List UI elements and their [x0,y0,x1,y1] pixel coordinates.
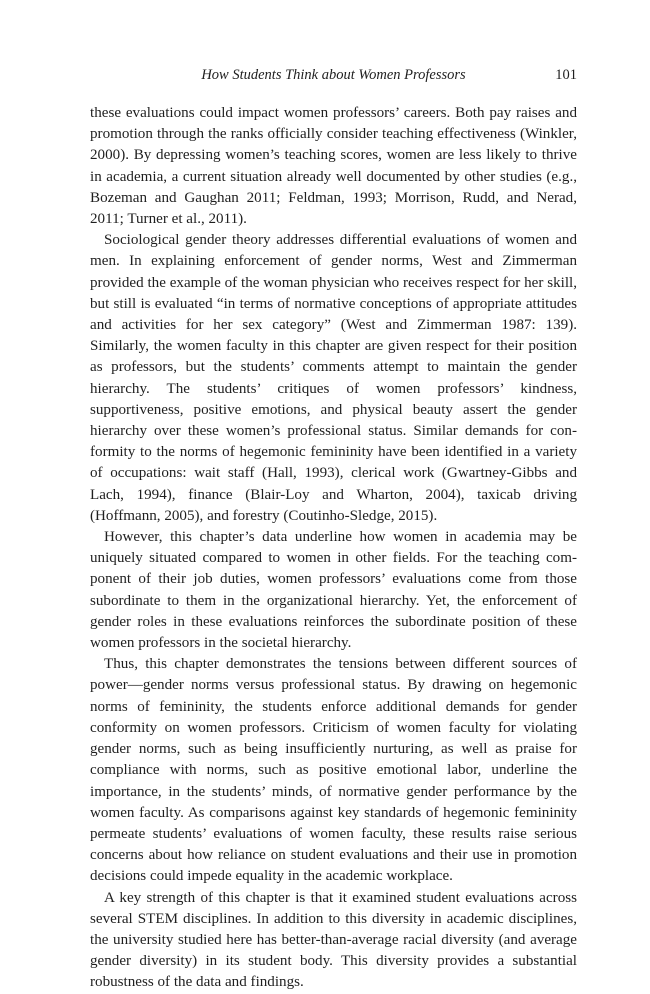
page-number: 101 [555,67,577,83]
paragraph-academia-situation: However, this chapter’s data underline how women in academia may be uniquely situated compared to women in other fields. For the teaching component of their job duties, women professors’ evaluations come from those subordinate to them in the organizational hierarchy. Yet, the enforcement of gender roles in these evaluations reinforces the subordinate position of these women professors in the societal hierarchy. [90,529,577,652]
running-title: How Students Think about Women Professors [201,67,466,83]
paragraph-continuation: these evaluations could impact women professors’ careers. Both pay raises and promotion through the ranks officially consider teaching effectiveness (Winkler, 2000). By depressing women’s teaching scores, women are less likely to thrive in academia, a current situation already well documented by other studies (e.g., Bozeman and Gaughan 2011; Feldman, 1993; Morrison, Rudd, and Nerad, 2011; Turner et al., 2011). [90,105,577,228]
paragraph-power-tensions: Thus, this chapter demonstrates the tensions between different sources of power—gender norms versus professional status. By drawing on hegemonic norms of femininity, the students enforce additional demands for gender conformity on women professors. Criticism of women faculty for violating gender norms, such as being insufficiently nurturing, as well as praise for compliance with norms, such as positive emotional labor, underline the importance, in the students’ minds, of normative gender performance by the women faculty. As comparisons against key standards of hegemonic femininity permeate students’ evaluations of women faculty, these results raise serious concerns about how reliance on student evaluations and their use in promotion decisions could impede equality in the academic workplace. [90,656,577,885]
paragraph-gender-theory: Sociological gender theory addresses differential evaluations of women and men. In explaining enforcement of gender norms, West and Zimmerman provided the example of the woman physician who receives respect for her skill, but still is evaluated “in terms of normative conceptions of appropriate attitudes and activities for her sex category” (West and Zimmerman 1987: 139). Similarly, the women faculty in this chapter are given respect for their position as professors, but the students’ comments attempt to maintain the gender hierarchy. The students’ critiques of women professors’ kindness, supportiveness, positive emotions, and physical beauty assert the gender hierarchy over these women’s professional status. Similar demands for conformity to the norms of hegemonic femininity have been identified in a variety of occupations: wait staff (Hall, 1993), clerical work (Gwartney-Gibbs and Lach, 1994), finance (Blair-Loy and Wharton, 2004), taxicab driving (Hoffmann, 2005), and forestry (Coutinho-Sledge, 2015). [90,232,577,524]
body-text [90,103,577,994]
running-head [90,67,577,87]
paragraph-key-strength: A key strength of this chapter is that it examined student evaluations across several STEM disciplines. In addition to this diversity in academic disciplines, the university studied here has better-than-average racial diversity (and average gender diversity) in its student body. This diversity provides a substantial robustness of the data and findings. [90,889,577,991]
